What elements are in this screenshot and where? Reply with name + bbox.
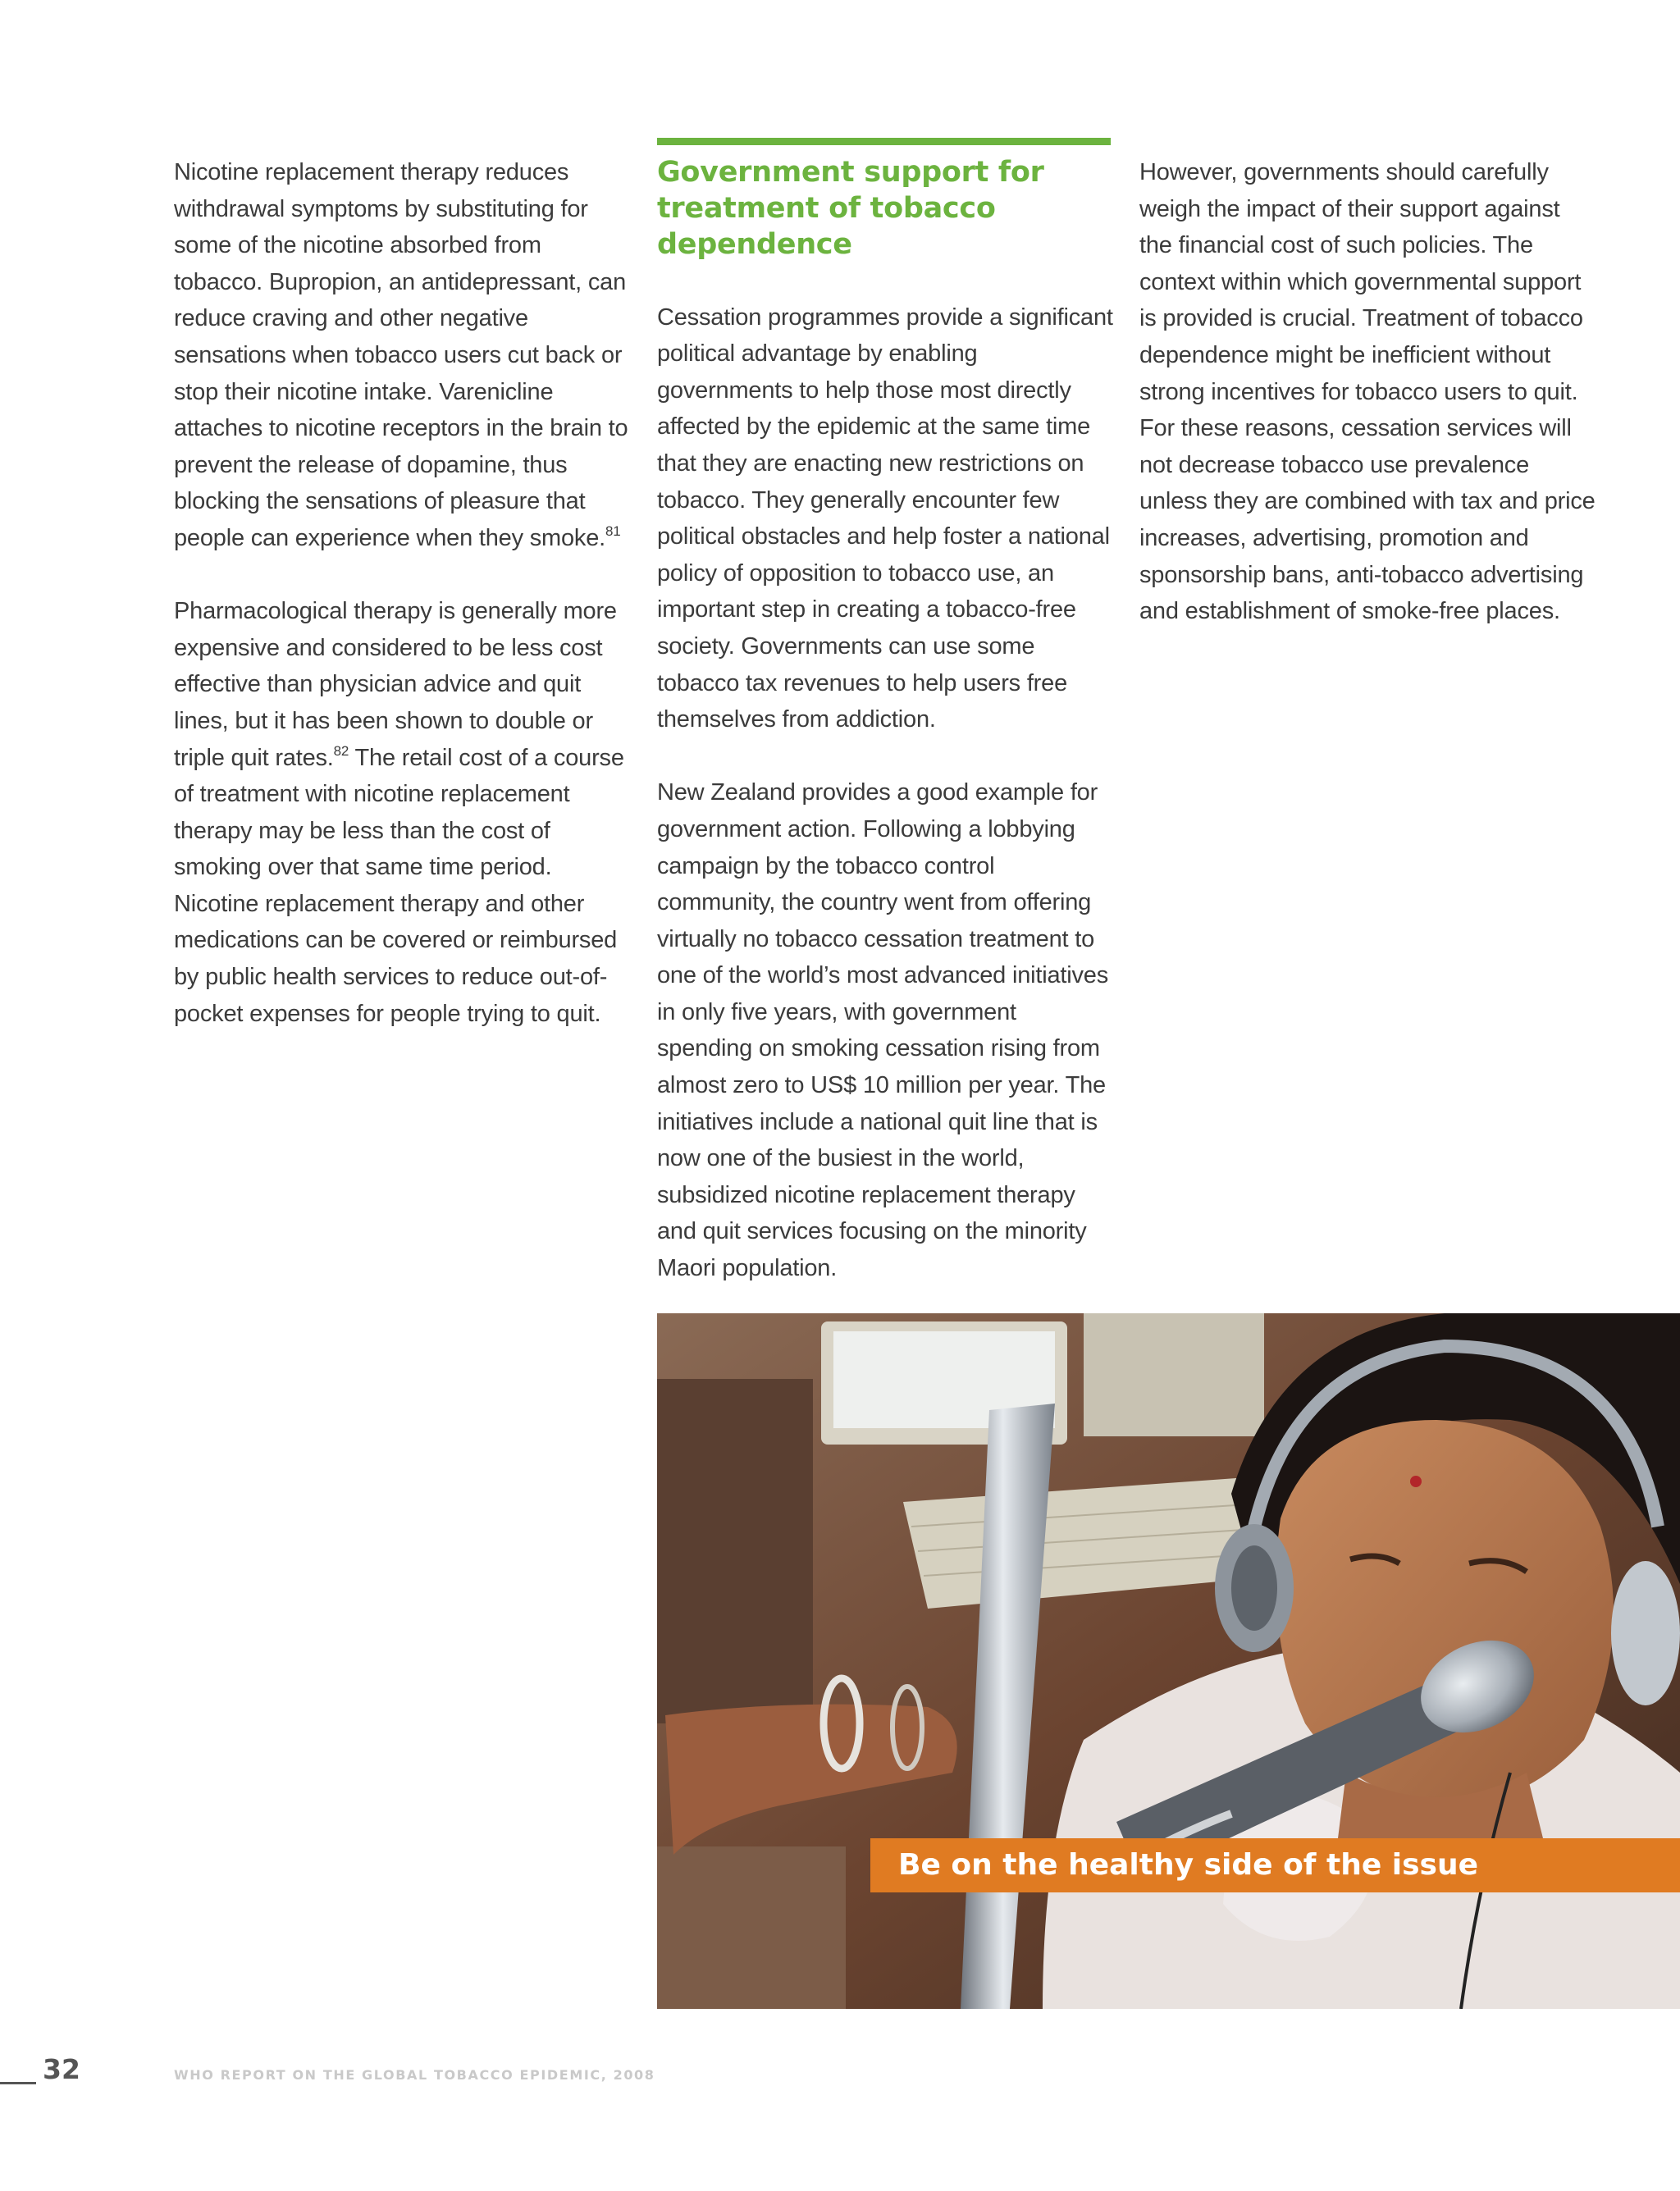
heading-line-3: dependence xyxy=(657,228,852,261)
page-number: 32 xyxy=(43,2053,80,2085)
headphone-earcup-right xyxy=(1611,1561,1680,1705)
photo-illustration xyxy=(657,1313,1680,2009)
column-right xyxy=(1139,154,1599,666)
footnote-ref-81: 81 xyxy=(605,523,621,539)
left-paragraph-2-end: The retail cost of a course of treatment with nicotine replacement therapy may be less than the cost of smoking over that same time period. Nicotine replacement therapy and other medications can be covered or reimbursed by public health services to reduce out-of-pocket expenses for people trying to quit. xyxy=(174,744,624,1027)
photo-caption-banner: Be on the healthy side of the issue xyxy=(870,1838,1680,1892)
right-paragraph-1: However, governments should carefully weigh the impact of their support against the financial cost of such policies. The context within which governmental support is provided is crucial. Treatment of tobacco dependence might be inefficient without strong incentives for tobacco users to quit. For these reasons, cessation services will not decrease tobacco use prevalence unless they are combined with tax and price increases, advertising, promotion and sponsorship bans, anti-tobacco advertising and establishment of smoke-free places. xyxy=(1139,159,1596,625)
footnote-ref-82: 82 xyxy=(333,742,349,759)
section-heading-rule xyxy=(657,138,1111,145)
left-paragraph-2 xyxy=(174,593,633,1032)
middle-paragraph-2: New Zealand provides a good example for government action. Following a lobbying campaign by the tobacco control community, the country went from offering virtually no tobacco cessation treatment to one of the world’s most advanced initiatives in only five years, with government spending on smoking cessation rising from almost zero to US$ 10 million per year. The initiatives include a national quit line that is now one of the busiest in the world, subsidized nicotine replacement therapy and quit services focusing on the minority Maori population. xyxy=(657,779,1109,1282)
running-title: WHO REPORT ON THE GLOBAL TOBACCO EPIDEMIC, 2008 xyxy=(174,2067,655,2083)
left-paragraph-1 xyxy=(174,154,633,557)
left-paragraph-1-text: Nicotine replacement therapy reduces withdrawal symptoms by substituting for some of the nicotine absorbed from tobacco. Bupropion, an antidepressant, can reduce craving and other negative sensations when tobacco users cut back or stop their nicotine intake. Varenicline attaches to nicotine receptors in the brain to prevent the release of dopamine, thus blocking the sensations of pleasure that people can experience when they smoke. xyxy=(174,159,628,551)
column-left xyxy=(174,154,633,1069)
column-middle xyxy=(657,154,1116,1323)
section-heading xyxy=(657,154,1116,262)
quit-line-operator-photo xyxy=(657,1313,1680,2009)
heading-line-2: treatment of tobacco xyxy=(657,192,996,225)
heading-line-1: Government support for xyxy=(657,156,1044,189)
left-paragraph-2-start: Pharmacological therapy is generally more expensive and considered to be less cost effective than physician advice and quit lines, but it has been shown to double or triple quit rates. xyxy=(174,598,617,771)
middle-paragraph-1: Cessation programmes provide a significant political advantage by enabling governments to help those most directly affected by the epidemic at the same time that they are enacting new restrictions on tobacco. They generally encounter few political obstacles and help foster a national policy of opposition to tobacco use, an important step in creating a tobacco-free society. Governments can use some tobacco tax revenues to help users free themselves from addiction. xyxy=(657,304,1113,733)
footer-rule xyxy=(0,2082,36,2084)
